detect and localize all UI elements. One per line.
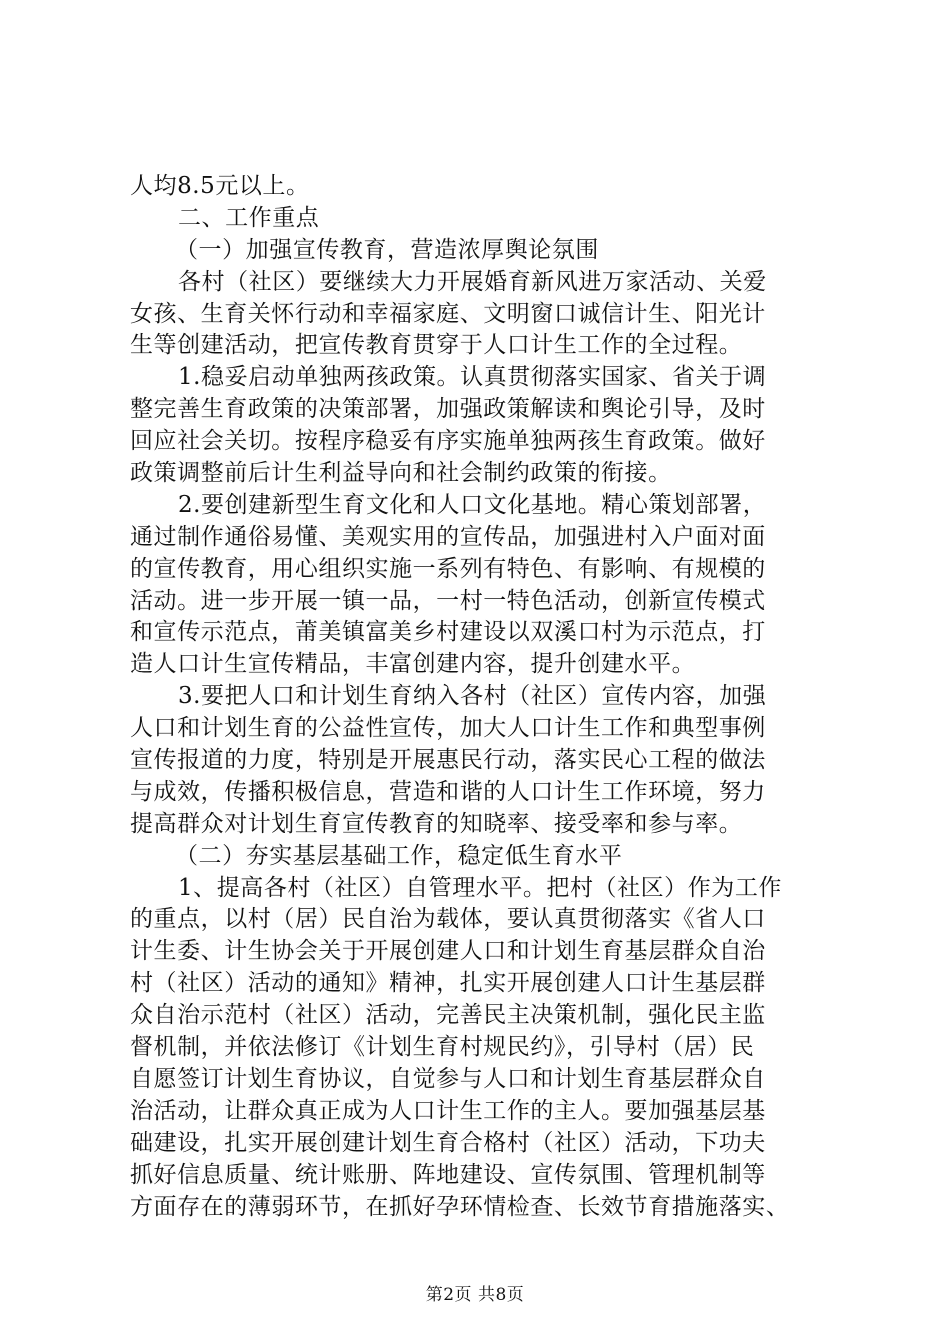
text-line: 抓好信息质量、统计账册、阵地建设、宣传氛围、管理机制等 xyxy=(130,1161,766,1188)
text-line: 众自治示范村（社区）活动，完善民主决策机制，强化民主监 xyxy=(130,1002,766,1029)
text-line: 治活动，让群众真正成为人口计生工作的主人。要加强基层基 xyxy=(130,1097,766,1124)
text-line: 的宣传教育，用心组织实施一系列有特色、有影响、有规模的 xyxy=(130,555,766,582)
text-line: 通过制作通俗易懂、美观实用的宣传品，加强进村入户面对面 xyxy=(130,523,766,550)
text-line: 础建设，扎实开展创建计划生育合格村（社区）活动，下功夫 xyxy=(130,1129,766,1156)
text-line: 2.要创建新型生育文化和人口文化基地。精心策划部署， xyxy=(178,491,767,518)
text-line: 1、提高各村（社区）自管理水平。把村（社区）作为工作 xyxy=(178,874,782,901)
section-heading: 二、工作重点 xyxy=(178,204,320,231)
text-line: 和宣传示范点，莆美镇富美乡村建设以双溪口村为示范点，打 xyxy=(130,619,766,646)
text-line: 回应社会关切。按程序稳妥有序实施单独两孩生育政策。做好 xyxy=(130,428,766,455)
text-line: 政策调整前后计生利益导向和社会制约政策的衔接。 xyxy=(130,460,672,487)
text-line: 提高群众对计划生育宣传教育的知晓率、接受率和参与率。 xyxy=(130,810,743,837)
text-line: 方面存在的薄弱环节，在抓好孕环情检查、长效节育措施落实、 xyxy=(130,1193,790,1220)
subsection-heading: （二）夯实基层基础工作，稳定低生育水平 xyxy=(175,842,623,869)
text-line: 村（社区）活动的通知》精神，扎实开展创建人口计生基层群 xyxy=(130,970,766,997)
text-line: 人口和计划生育的公益性宣传，加大人口计生工作和典型事例 xyxy=(130,715,766,742)
subsection-heading: （一）加强宣传教育，营造浓厚舆论氛围 xyxy=(175,236,599,263)
text-line: 各村（社区）要继续大力开展婚育新风进万家活动、关爱 xyxy=(178,268,767,295)
text-line: 生等创建活动，把宣传教育贯穿于人口计生工作的全过程。 xyxy=(130,332,743,359)
text-line: 的重点，以村（居）民自治为载体，要认真贯彻落实《省人口 xyxy=(130,906,766,933)
text-line: 计生委、计生协会关于开展创建人口和计划生育基层群众自治 xyxy=(130,938,766,965)
text-line: 3.要把人口和计划生育纳入各村（社区）宣传内容，加强 xyxy=(178,683,767,710)
text-line: 1.稳妥启动单独两孩政策。认真贯彻落实国家、省关于调 xyxy=(178,364,767,391)
text-line: 人均8.5元以上。 xyxy=(130,173,310,199)
text-line: 督机制，并依法修订《计划生育村规民约》，引导村（居）民 xyxy=(130,1034,755,1061)
text-line: 活动。进一步开展一镇一品，一村一特色活动，创新宣传模式 xyxy=(130,587,766,614)
page-number-footer: 第2页 共8页 xyxy=(425,1285,525,1305)
text-line: 与成效，传播积极信息，营造和谐的人口计生工作环境，努力 xyxy=(130,778,766,805)
text-line: 宣传报道的力度，特别是开展惠民行动，落实民心工程的做法 xyxy=(130,747,766,774)
text-line: 造人口计生宣传精品，丰富创建内容，提升创建水平。 xyxy=(130,651,696,678)
text-line: 自愿签订计划生育协议，自觉参与人口和计划生育基层群众自 xyxy=(130,1065,766,1092)
document-body xyxy=(130,171,830,1223)
text-line: 整完善生育政策的决策部署，加强政策解读和舆论引导，及时 xyxy=(130,396,766,423)
text-line: 女孩、生育关怀行动和幸福家庭、文明窗口诚信计生、阳光计 xyxy=(130,300,766,327)
